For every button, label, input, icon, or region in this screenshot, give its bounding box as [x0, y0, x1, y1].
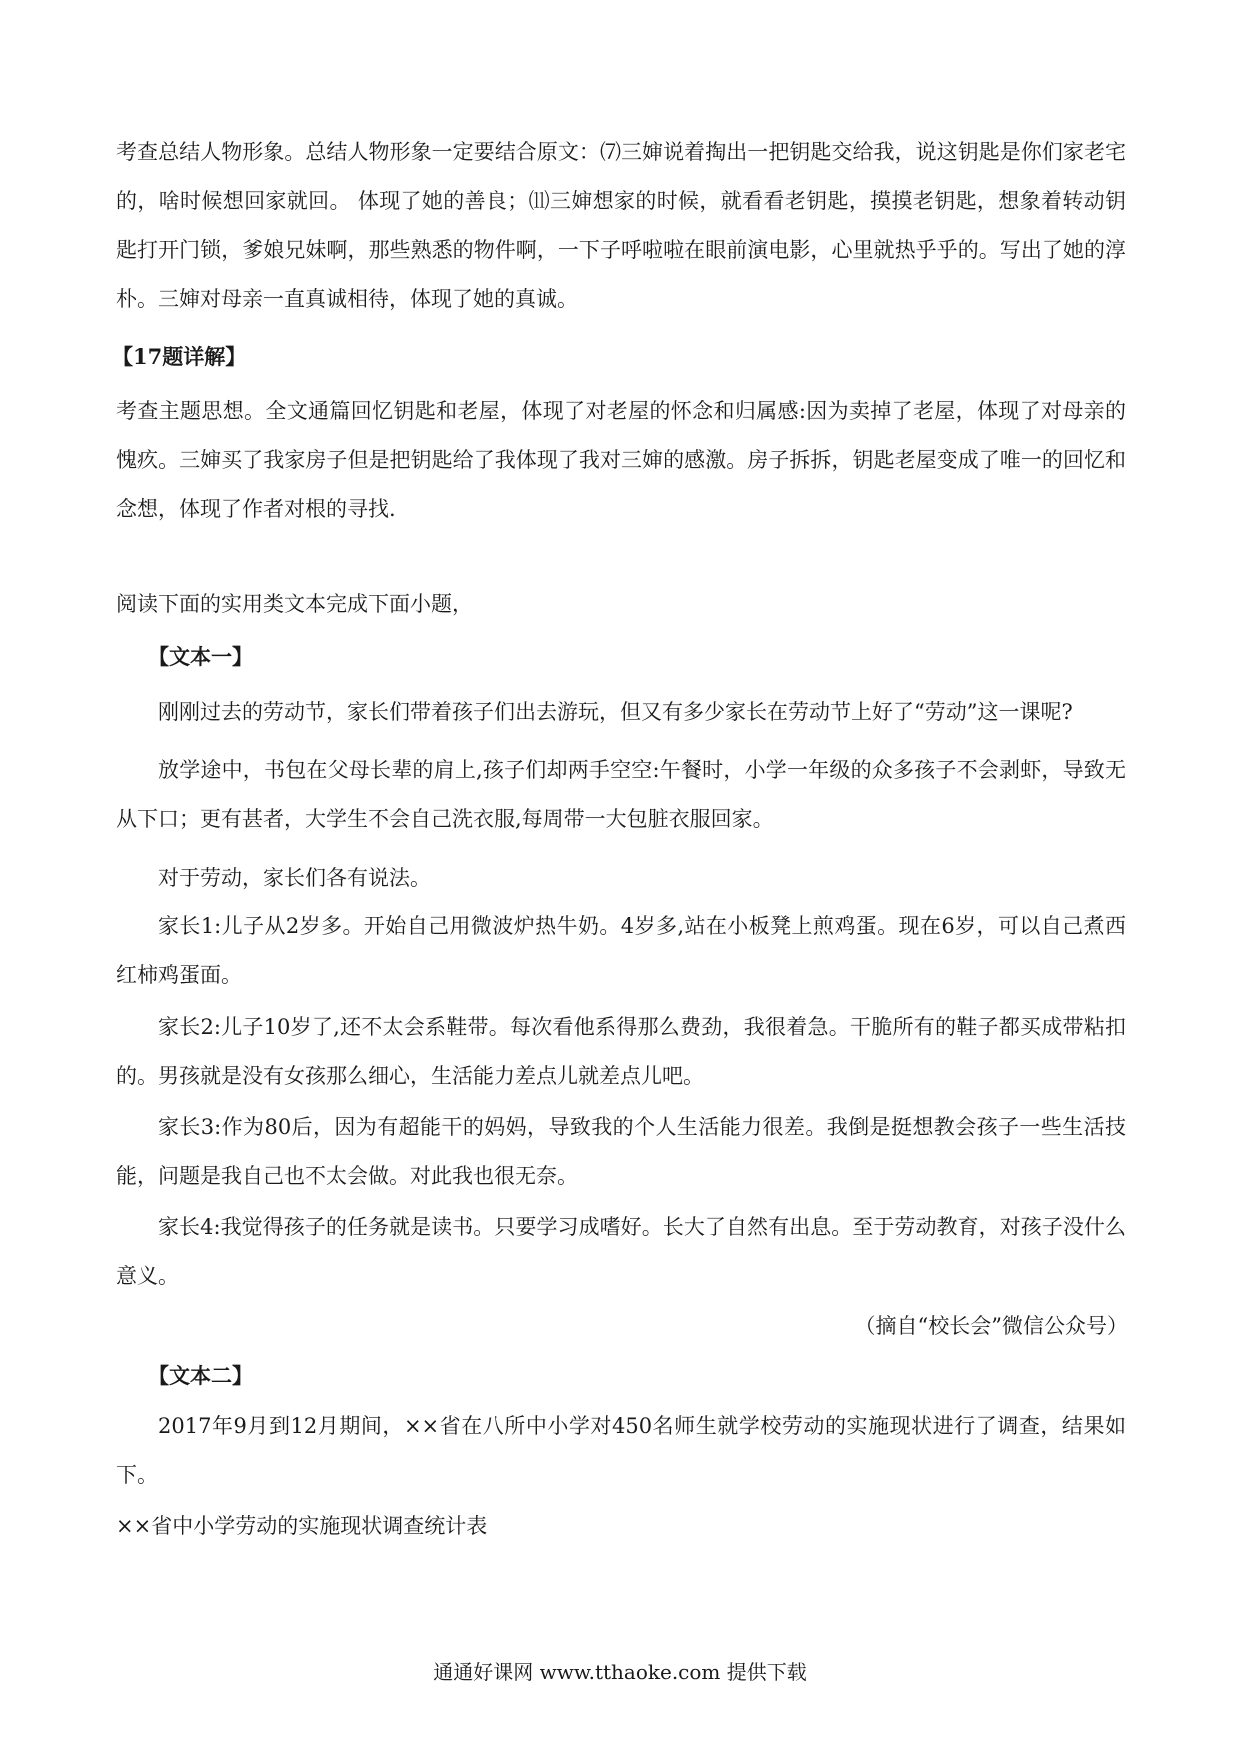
text1-paragraph-3: 对于劳动，家长们各有说法。 — [158, 866, 431, 890]
text1-paragraph-1: 刚刚过去的劳动节，家长们带着孩子们出去游玩，但又有多少家长在劳动节上好了“劳动”这一课呢? — [158, 700, 1073, 724]
text1-parent-4: 家长4:我觉得孩子的任务就是读书。只要学习成嗜好。长大了自然有出息。至于劳动教育，对孩子没什么意义。 — [116, 1215, 1126, 1288]
text2-heading: 【文本二】 — [148, 1363, 253, 1388]
text1-parent-1: 家长1:儿子从2岁多。开始自己用微波炉热牛奶。4岁多,站在小板凳上煎鸡蛋。现在6岁，可以自己煮西红柿鸡蛋面。 — [116, 914, 1126, 987]
reading-intro: 阅读下面的实用类文本完成下面小题， — [116, 592, 473, 616]
text1-source: （摘自“校长会”微信公众号） — [854, 1314, 1128, 1338]
table-title: ××省中小学劳动的实施现状调查统计表 — [116, 1514, 488, 1538]
q17-heading: 【17题详解】 — [112, 344, 247, 369]
text1-parent-2: 家长2:儿子10岁了,还不太会系鞋带。每次看他系得那么费劲，我很着急。干脆所有的鞋子都买成带粘扣的。男孩就是没有女孩那么细心，生活能力差点儿就差点儿吧。 — [116, 1015, 1126, 1088]
text1-heading: 【文本一】 — [148, 644, 253, 669]
text1-paragraph-2: 放学途中，书包在父母长辈的肩上,孩子们却两手空空:午餐时，小学一年级的众多孩子不会剥虾，导致无从下口；更有甚者，大学生不会自己洗衣服,每周带一大包脏衣服回家。 — [116, 758, 1126, 831]
q17-analysis-paragraph: 考查主题思想。全文通篇回忆钥匙和老屋，体现了对老屋的怀念和归属感:因为卖掉了老屋，体现了对母亲的愧疚。三婶买了我家房子但是把钥匙给了我体现了我对三婶的感激。房子拆拆，钥匙老屋变成了唯一的回忆和念想，体现了作者对根的寻找. — [116, 399, 1126, 521]
text1-parent-3: 家长3:作为80后，因为有超能干的妈妈，导致我的个人生活能力很差。我倒是挺想教会孩子一些生活技能，问题是我自己也不太会做。对此我也很无奈。 — [116, 1115, 1126, 1188]
page-footer: 通通好课网 www.tthaoke.com 提供下载 — [433, 1660, 807, 1684]
q16-analysis-paragraph: 考查总结人物形象。总结人物形象一定要结合原文：⑺三婶说着掏出一把钥匙交给我，说这钥匙是你们家老宅的，啥时候想回家就回。 体现了她的善良；⑾三婶想家的时候，就看看老钥匙，摸摸老钥匙，想象着转动钥匙打开门锁，爹娘兄妹啊，那些熟悉的物件啊，一下子呼啦啦在眼前演电影，心里就热乎乎的。写出了她的淳朴。三婶对母亲一直真诚相待，体现了她的真诚。 — [116, 140, 1126, 311]
text2-paragraph: 2017年9月到12月期间，××省在八所中小学对450名师生就学校劳动的实施现状进行了调查，结果如下。 — [116, 1414, 1126, 1487]
